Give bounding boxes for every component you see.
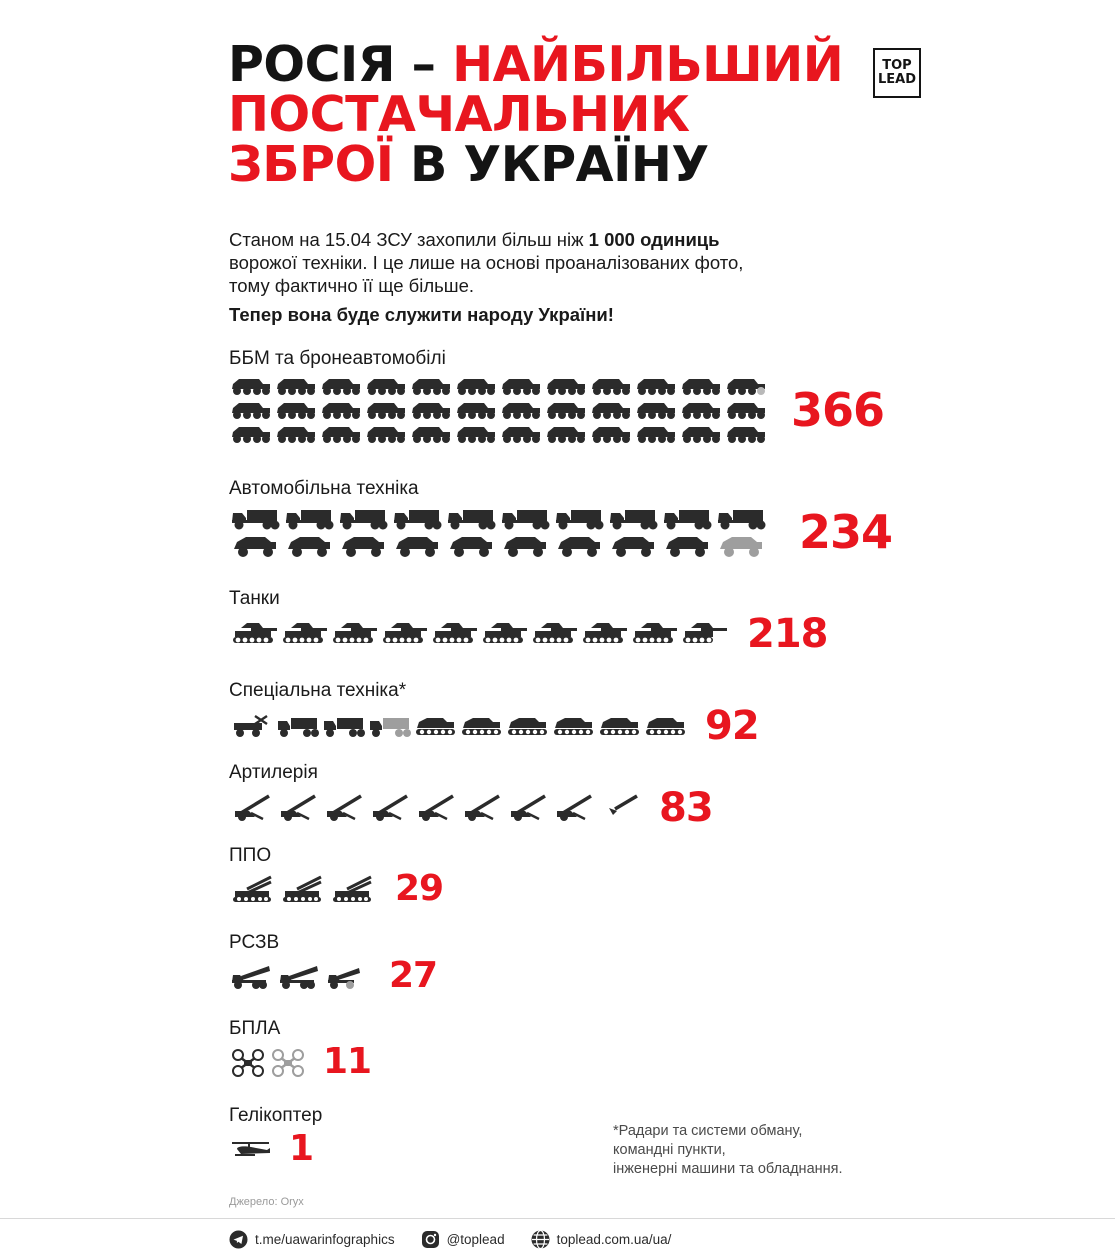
category-mlrs xyxy=(229,932,437,994)
value-aa: 29 xyxy=(395,868,444,909)
truck-icon xyxy=(715,505,769,531)
footnote-line3: інженерні машини та обладнання. xyxy=(613,1161,843,1177)
apc-icon xyxy=(319,375,364,397)
footer-website-label: toplead.com.ua/ua/ xyxy=(556,1231,672,1247)
apc-icon xyxy=(679,423,724,445)
tank-icon xyxy=(429,619,479,649)
logo-bottom-text: LEAD xyxy=(877,72,917,87)
special-tracked-icon xyxy=(551,713,597,739)
apc-icon xyxy=(274,375,319,397)
category-artillery xyxy=(229,762,713,831)
toplead-logo xyxy=(873,48,921,98)
category-label-special: Спеціальна техніка* xyxy=(229,680,407,701)
category-label-artillery: Артилерія xyxy=(229,762,318,783)
footnote xyxy=(613,1122,843,1179)
apc-icon xyxy=(544,423,589,445)
artillery-icon xyxy=(367,793,413,823)
value-tank: 218 xyxy=(747,611,828,657)
special-tracked-icon xyxy=(505,713,551,739)
jeep-icon xyxy=(391,533,445,559)
footnote-line2: командні пункти, xyxy=(613,1142,726,1158)
truck-icon xyxy=(283,505,337,531)
category-apc xyxy=(229,348,884,446)
truck-icon xyxy=(607,505,661,531)
apc-icon xyxy=(724,423,769,445)
category-label-apc: ББМ та бронеавтомобілі xyxy=(229,348,446,369)
pictogram-row xyxy=(229,504,769,532)
apc-icon xyxy=(634,399,679,421)
drone-icon-partial xyxy=(269,1046,309,1078)
intro-line4: Тепер вона буде служити народу України! xyxy=(229,304,614,325)
category-label-helicopter: Гелікоптер xyxy=(229,1105,323,1126)
truck-icon xyxy=(445,505,499,531)
air-defense-icon xyxy=(229,873,279,905)
jeep-icon xyxy=(607,533,661,559)
apc-icon xyxy=(544,399,589,421)
category-label-mlrs: РСЗВ xyxy=(229,932,280,953)
truck-icon xyxy=(661,505,715,531)
apc-icon xyxy=(364,423,409,445)
air-defense-icon xyxy=(279,873,329,905)
apc-icon xyxy=(409,375,454,397)
category-helicopter xyxy=(229,1105,322,1167)
special-tracked-icon xyxy=(413,713,459,739)
logo-top-text: TOP xyxy=(882,58,912,73)
special-tracked-icon xyxy=(597,713,643,739)
intro-line1a: Станом на 15.04 ЗСУ захопили більш ніж xyxy=(229,229,589,250)
value-special: 92 xyxy=(705,703,759,749)
value-artillery: 83 xyxy=(659,785,713,831)
apc-icon xyxy=(634,423,679,445)
artillery-icon xyxy=(229,793,275,823)
category-aa xyxy=(229,845,443,907)
apc-icon xyxy=(274,399,319,421)
apc-icon xyxy=(229,375,274,397)
pictogram-row xyxy=(229,532,769,560)
radar-truck-icon xyxy=(229,713,275,739)
tank-icon xyxy=(579,619,629,649)
header xyxy=(228,36,928,193)
mlrs-icon xyxy=(229,961,277,991)
special-truck-icon xyxy=(275,713,321,739)
apc-icon xyxy=(544,375,589,397)
pictogram-row xyxy=(229,422,769,446)
pictogram-row xyxy=(229,792,643,824)
page-title xyxy=(228,36,928,193)
apc-icon xyxy=(679,399,724,421)
special-tracked-icon xyxy=(643,713,689,739)
jeep-icon xyxy=(553,533,607,559)
pictogram-helicopter xyxy=(229,1136,275,1162)
pictogram-aa xyxy=(229,872,379,906)
artillery-icon-partial xyxy=(597,793,643,823)
globe-icon xyxy=(531,1230,550,1249)
title-line1-black: РОСІЯ – xyxy=(228,36,453,93)
pictogram-special xyxy=(229,711,689,741)
apc-icon xyxy=(499,399,544,421)
category-label-tank: Танки xyxy=(229,588,280,609)
special-truck-icon xyxy=(367,713,413,739)
jeep-icon xyxy=(283,533,337,559)
pictogram-truck xyxy=(229,504,769,560)
apc-icon xyxy=(499,423,544,445)
apc-icon xyxy=(319,399,364,421)
pictogram-row xyxy=(229,960,373,992)
artillery-icon xyxy=(505,793,551,823)
apc-icon xyxy=(364,399,409,421)
jeep-icon xyxy=(445,533,499,559)
footer-instagram[interactable] xyxy=(421,1230,505,1249)
apc-icon xyxy=(499,375,544,397)
pictogram-row xyxy=(229,374,769,398)
value-apc: 366 xyxy=(791,383,885,437)
category-tank xyxy=(229,588,828,657)
special-tracked-icon xyxy=(459,713,505,739)
tank-icon xyxy=(279,619,329,649)
value-mlrs: 27 xyxy=(389,955,438,996)
pictogram-drone xyxy=(229,1045,309,1079)
pictogram-tank xyxy=(229,618,729,650)
footer-website[interactable] xyxy=(531,1230,672,1249)
artillery-icon xyxy=(275,793,321,823)
intro-paragraph xyxy=(229,228,919,326)
apc-icon xyxy=(274,423,319,445)
pictogram-row xyxy=(229,1045,309,1079)
truck-icon xyxy=(553,505,607,531)
mlrs-icon-partial xyxy=(325,961,373,991)
title-line1-red: НАЙБІЛЬШИЙ xyxy=(452,36,844,93)
apc-icon xyxy=(319,423,364,445)
truck-icon xyxy=(337,505,391,531)
artillery-icon xyxy=(551,793,597,823)
apc-icon xyxy=(589,375,634,397)
pictogram-row xyxy=(229,711,689,741)
apc-icon xyxy=(454,423,499,445)
jeep-icon xyxy=(229,533,283,559)
apc-icon xyxy=(589,423,634,445)
apc-icon xyxy=(454,375,499,397)
footer-instagram-label: @toplead xyxy=(446,1231,505,1247)
intro-line2: ворожої техніки. І це лише на основі проаналізованих фото, xyxy=(229,252,744,273)
apc-icon xyxy=(229,399,274,421)
category-truck xyxy=(229,478,892,560)
source-label: Джерело: Oryx xyxy=(229,1196,304,1208)
intro-line1b: 1 000 одиниць xyxy=(588,229,720,250)
pictogram-row xyxy=(229,872,379,906)
value-drone: 11 xyxy=(323,1041,372,1082)
apc-icon-partial xyxy=(724,375,769,397)
artillery-icon xyxy=(413,793,459,823)
category-label-drone: БПЛА xyxy=(229,1018,281,1039)
tank-icon xyxy=(479,619,529,649)
footnote-line1: *Радари та системи обману, xyxy=(613,1123,803,1139)
jeep-icon-partial xyxy=(715,533,769,559)
truck-icon xyxy=(229,505,283,531)
intro-line3: тому фактично її ще більше. xyxy=(229,275,475,296)
pictogram-mlrs xyxy=(229,960,373,992)
pictogram-row xyxy=(229,1136,275,1162)
jeep-icon xyxy=(661,533,715,559)
tank-icon xyxy=(329,619,379,649)
tank-icon xyxy=(629,619,679,649)
category-drone xyxy=(229,1018,371,1080)
apc-icon xyxy=(364,375,409,397)
artillery-icon xyxy=(459,793,505,823)
tank-icon xyxy=(529,619,579,649)
telegram-icon xyxy=(229,1230,248,1249)
apc-icon xyxy=(679,375,724,397)
pictogram-apc xyxy=(229,374,769,446)
pictogram-artillery xyxy=(229,792,643,824)
apc-icon xyxy=(589,399,634,421)
air-defense-icon xyxy=(329,873,379,905)
category-label-truck: Автомобільна техніка xyxy=(229,478,419,499)
apc-icon xyxy=(724,399,769,421)
category-special xyxy=(229,680,759,749)
title-line3-red: ЗБРОЇ xyxy=(228,136,394,193)
apc-icon xyxy=(409,423,454,445)
footer-bar xyxy=(0,1218,1115,1259)
tank-icon-partial xyxy=(679,619,729,649)
artillery-icon xyxy=(321,793,367,823)
category-label-aa: ППО xyxy=(229,845,272,866)
drone-icon xyxy=(229,1046,269,1078)
mlrs-icon xyxy=(277,961,325,991)
value-truck: 234 xyxy=(799,505,893,559)
footer-telegram[interactable] xyxy=(229,1230,395,1249)
jeep-icon xyxy=(337,533,391,559)
title-line3-black: В УКРАЇНУ xyxy=(393,136,709,193)
apc-icon xyxy=(634,375,679,397)
helicopter-icon xyxy=(229,1137,275,1161)
truck-icon xyxy=(499,505,553,531)
apc-icon xyxy=(454,399,499,421)
truck-icon xyxy=(391,505,445,531)
apc-icon xyxy=(229,423,274,445)
footer-telegram-label: t.me/uawarinfographics xyxy=(255,1231,395,1247)
title-line2-red: ПОСТАЧАЛЬНИК xyxy=(228,86,690,143)
apc-icon xyxy=(409,399,454,421)
pictogram-row xyxy=(229,618,729,650)
instagram-icon xyxy=(421,1230,440,1249)
value-helicopter: 1 xyxy=(289,1128,314,1169)
special-truck-icon xyxy=(321,713,367,739)
pictogram-row xyxy=(229,398,769,422)
jeep-icon xyxy=(499,533,553,559)
tank-icon xyxy=(229,619,279,649)
tank-icon xyxy=(379,619,429,649)
